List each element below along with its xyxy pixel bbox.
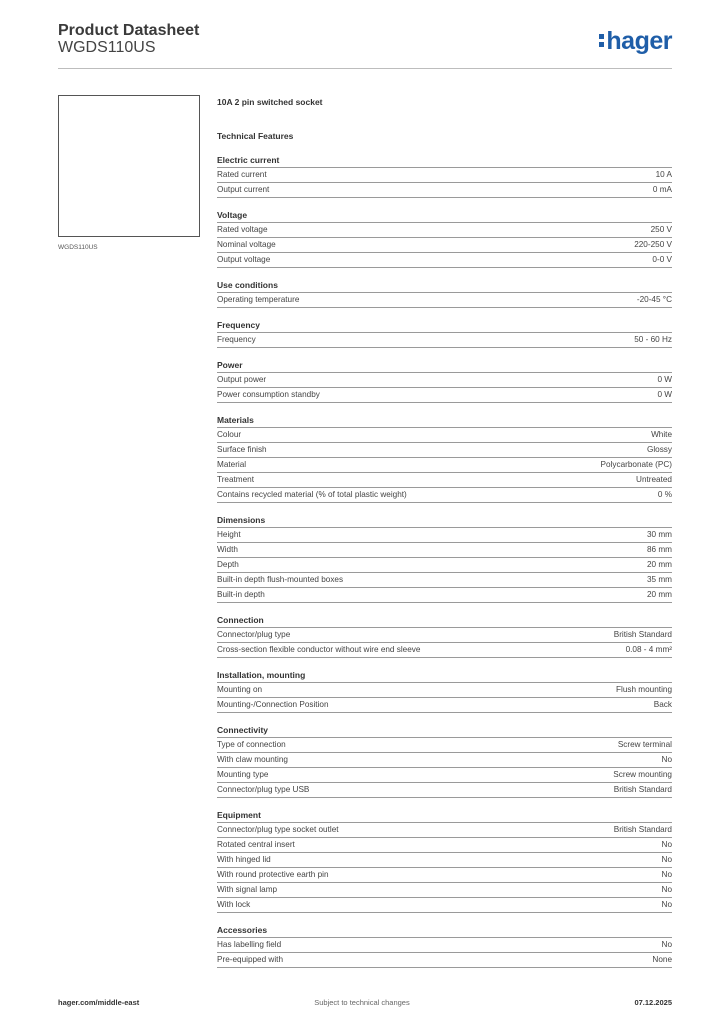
feature-value: British Standard [613, 825, 672, 834]
footer-note: Subject to technical changes [314, 998, 410, 1007]
product-image-frame [58, 95, 200, 237]
feature-value: 20 mm [646, 590, 672, 599]
feature-value: 0 mA [652, 185, 672, 194]
feature-section [217, 669, 672, 713]
feature-value: 220-250 V [634, 240, 672, 249]
feature-row [217, 738, 672, 753]
feature-value: British Standard [613, 630, 672, 639]
feature-row [217, 253, 672, 268]
feature-label: Output power [217, 375, 267, 384]
feature-label: Frequency [217, 335, 256, 344]
page-title: Product Datasheet [58, 22, 200, 39]
feature-row [217, 628, 672, 643]
feature-value: 35 mm [646, 575, 672, 584]
section-title: Dimensions [217, 514, 672, 528]
feature-section [217, 614, 672, 658]
feature-label: With claw mounting [217, 755, 288, 764]
feature-label: Rated voltage [217, 225, 268, 234]
logo-text: hager [606, 27, 672, 55]
feature-row [217, 783, 672, 798]
feature-label: Operating temperature [217, 295, 300, 304]
section-title: Installation, mounting [217, 669, 672, 683]
feature-label: Material [217, 460, 247, 469]
feature-label: Mounting on [217, 685, 263, 694]
product-code: WGDS110US [58, 39, 156, 56]
feature-row [217, 588, 672, 603]
feature-value: Screw terminal [617, 740, 672, 749]
feature-section [217, 414, 672, 503]
feature-row [217, 443, 672, 458]
feature-value: No [661, 840, 672, 849]
footer-date: 07.12.2025 [634, 998, 672, 1007]
footer-website: hager.com/middle-east [58, 998, 140, 1007]
feature-row [217, 573, 672, 588]
feature-label: Output current [217, 185, 270, 194]
feature-row [217, 938, 672, 953]
feature-row [217, 333, 672, 348]
feature-row [217, 643, 672, 658]
feature-value: No [661, 900, 672, 909]
feature-label: With signal lamp [217, 885, 278, 894]
section-title: Connection [217, 614, 672, 628]
feature-value: Glossy [646, 445, 672, 454]
feature-label: Built-in depth [217, 590, 265, 599]
feature-section [217, 514, 672, 603]
feature-label: Width [217, 545, 238, 554]
feature-value: 0-0 V [652, 255, 672, 264]
feature-row [217, 883, 672, 898]
feature-value: British Standard [613, 785, 672, 794]
image-caption: WGDS110US [58, 244, 98, 251]
feature-section [217, 359, 672, 403]
feature-label: Power consumption standby [217, 390, 320, 399]
section-title: Materials [217, 414, 672, 428]
feature-label: Colour [217, 430, 242, 439]
feature-label: Nominal voltage [217, 240, 276, 249]
feature-section [217, 319, 672, 348]
section-title: Use conditions [217, 279, 672, 293]
feature-row [217, 473, 672, 488]
feature-label: Connector/plug type socket outlet [217, 825, 339, 834]
feature-row [217, 388, 672, 403]
feature-row [217, 838, 672, 853]
feature-label: Depth [217, 560, 239, 569]
feature-label: Cross-section flexible conductor without wire end sleeve [217, 645, 421, 654]
feature-value: Polycarbonate (PC) [600, 460, 672, 469]
feature-label: Treatment [217, 475, 255, 484]
feature-value: Screw mounting [613, 770, 672, 779]
technical-features-title: Technical Features [217, 131, 294, 141]
feature-value: Back [653, 700, 672, 709]
feature-label: Pre-equipped with [217, 955, 283, 964]
header-divider [58, 68, 672, 69]
feature-row [217, 683, 672, 698]
feature-value: 250 V [650, 225, 672, 234]
feature-section [217, 809, 672, 913]
section-title: Accessories [217, 924, 672, 938]
feature-label: Rotated central insert [217, 840, 295, 849]
feature-label: Contains recycled material (% of total plastic weight) [217, 490, 407, 499]
hager-logo [599, 27, 672, 56]
feature-sections [217, 154, 672, 968]
feature-label: Mounting-/Connection Position [217, 700, 329, 709]
feature-label: Connector/plug type [217, 630, 291, 639]
feature-row [217, 853, 672, 868]
feature-value: No [661, 885, 672, 894]
feature-value: No [661, 870, 672, 879]
feature-value: Untreated [636, 475, 672, 484]
feature-value: 86 mm [646, 545, 672, 554]
feature-row [217, 458, 672, 473]
feature-section [217, 279, 672, 308]
technical-content [217, 95, 672, 968]
feature-value: 10 A [655, 170, 672, 179]
feature-label: Connector/plug type USB [217, 785, 310, 794]
feature-row [217, 488, 672, 503]
logo-dots-icon [599, 31, 604, 50]
section-title: Voltage [217, 209, 672, 223]
section-title: Electric current [217, 154, 672, 168]
feature-label: With hinged lid [217, 855, 271, 864]
feature-value: Flush mounting [616, 685, 672, 694]
feature-value: 0 W [657, 390, 672, 399]
feature-value: None [652, 955, 672, 964]
feature-label: Rated current [217, 170, 267, 179]
section-title: Frequency [217, 319, 672, 333]
feature-value: 0 % [657, 490, 672, 499]
feature-value: 30 mm [646, 530, 672, 539]
feature-row [217, 293, 672, 308]
feature-section [217, 154, 672, 198]
feature-value: -20-45 °C [636, 295, 672, 304]
feature-row [217, 183, 672, 198]
feature-label: With round protective earth pin [217, 870, 329, 879]
section-title: Equipment [217, 809, 672, 823]
feature-label: Has labelling field [217, 940, 282, 949]
feature-row [217, 753, 672, 768]
feature-row [217, 768, 672, 783]
feature-row [217, 373, 672, 388]
feature-label: Output voltage [217, 255, 271, 264]
feature-row [217, 223, 672, 238]
feature-row [217, 238, 672, 253]
feature-value: White [651, 430, 672, 439]
feature-section [217, 209, 672, 268]
feature-value: No [661, 940, 672, 949]
feature-label: Type of connection [217, 740, 286, 749]
feature-label: With lock [217, 900, 251, 909]
feature-row [217, 823, 672, 838]
feature-row [217, 698, 672, 713]
feature-value: 0.08 - 4 mm² [625, 645, 672, 654]
feature-row [217, 528, 672, 543]
feature-row [217, 868, 672, 883]
feature-label: Built-in depth flush-mounted boxes [217, 575, 344, 584]
section-title: Connectivity [217, 724, 672, 738]
feature-value: 50 - 60 Hz [634, 335, 672, 344]
feature-section [217, 724, 672, 798]
feature-value: No [661, 755, 672, 764]
feature-value: 20 mm [646, 560, 672, 569]
product-name: 10A 2 pin switched socket [217, 97, 323, 107]
feature-label: Surface finish [217, 445, 267, 454]
feature-label: Mounting type [217, 770, 269, 779]
feature-row [217, 558, 672, 573]
feature-row [217, 953, 672, 968]
feature-row [217, 168, 672, 183]
feature-row [217, 898, 672, 913]
feature-section [217, 924, 672, 968]
feature-value: 0 W [657, 375, 672, 384]
feature-row [217, 543, 672, 558]
feature-value: No [661, 855, 672, 864]
feature-row [217, 428, 672, 443]
feature-label: Height [217, 530, 241, 539]
section-title: Power [217, 359, 672, 373]
